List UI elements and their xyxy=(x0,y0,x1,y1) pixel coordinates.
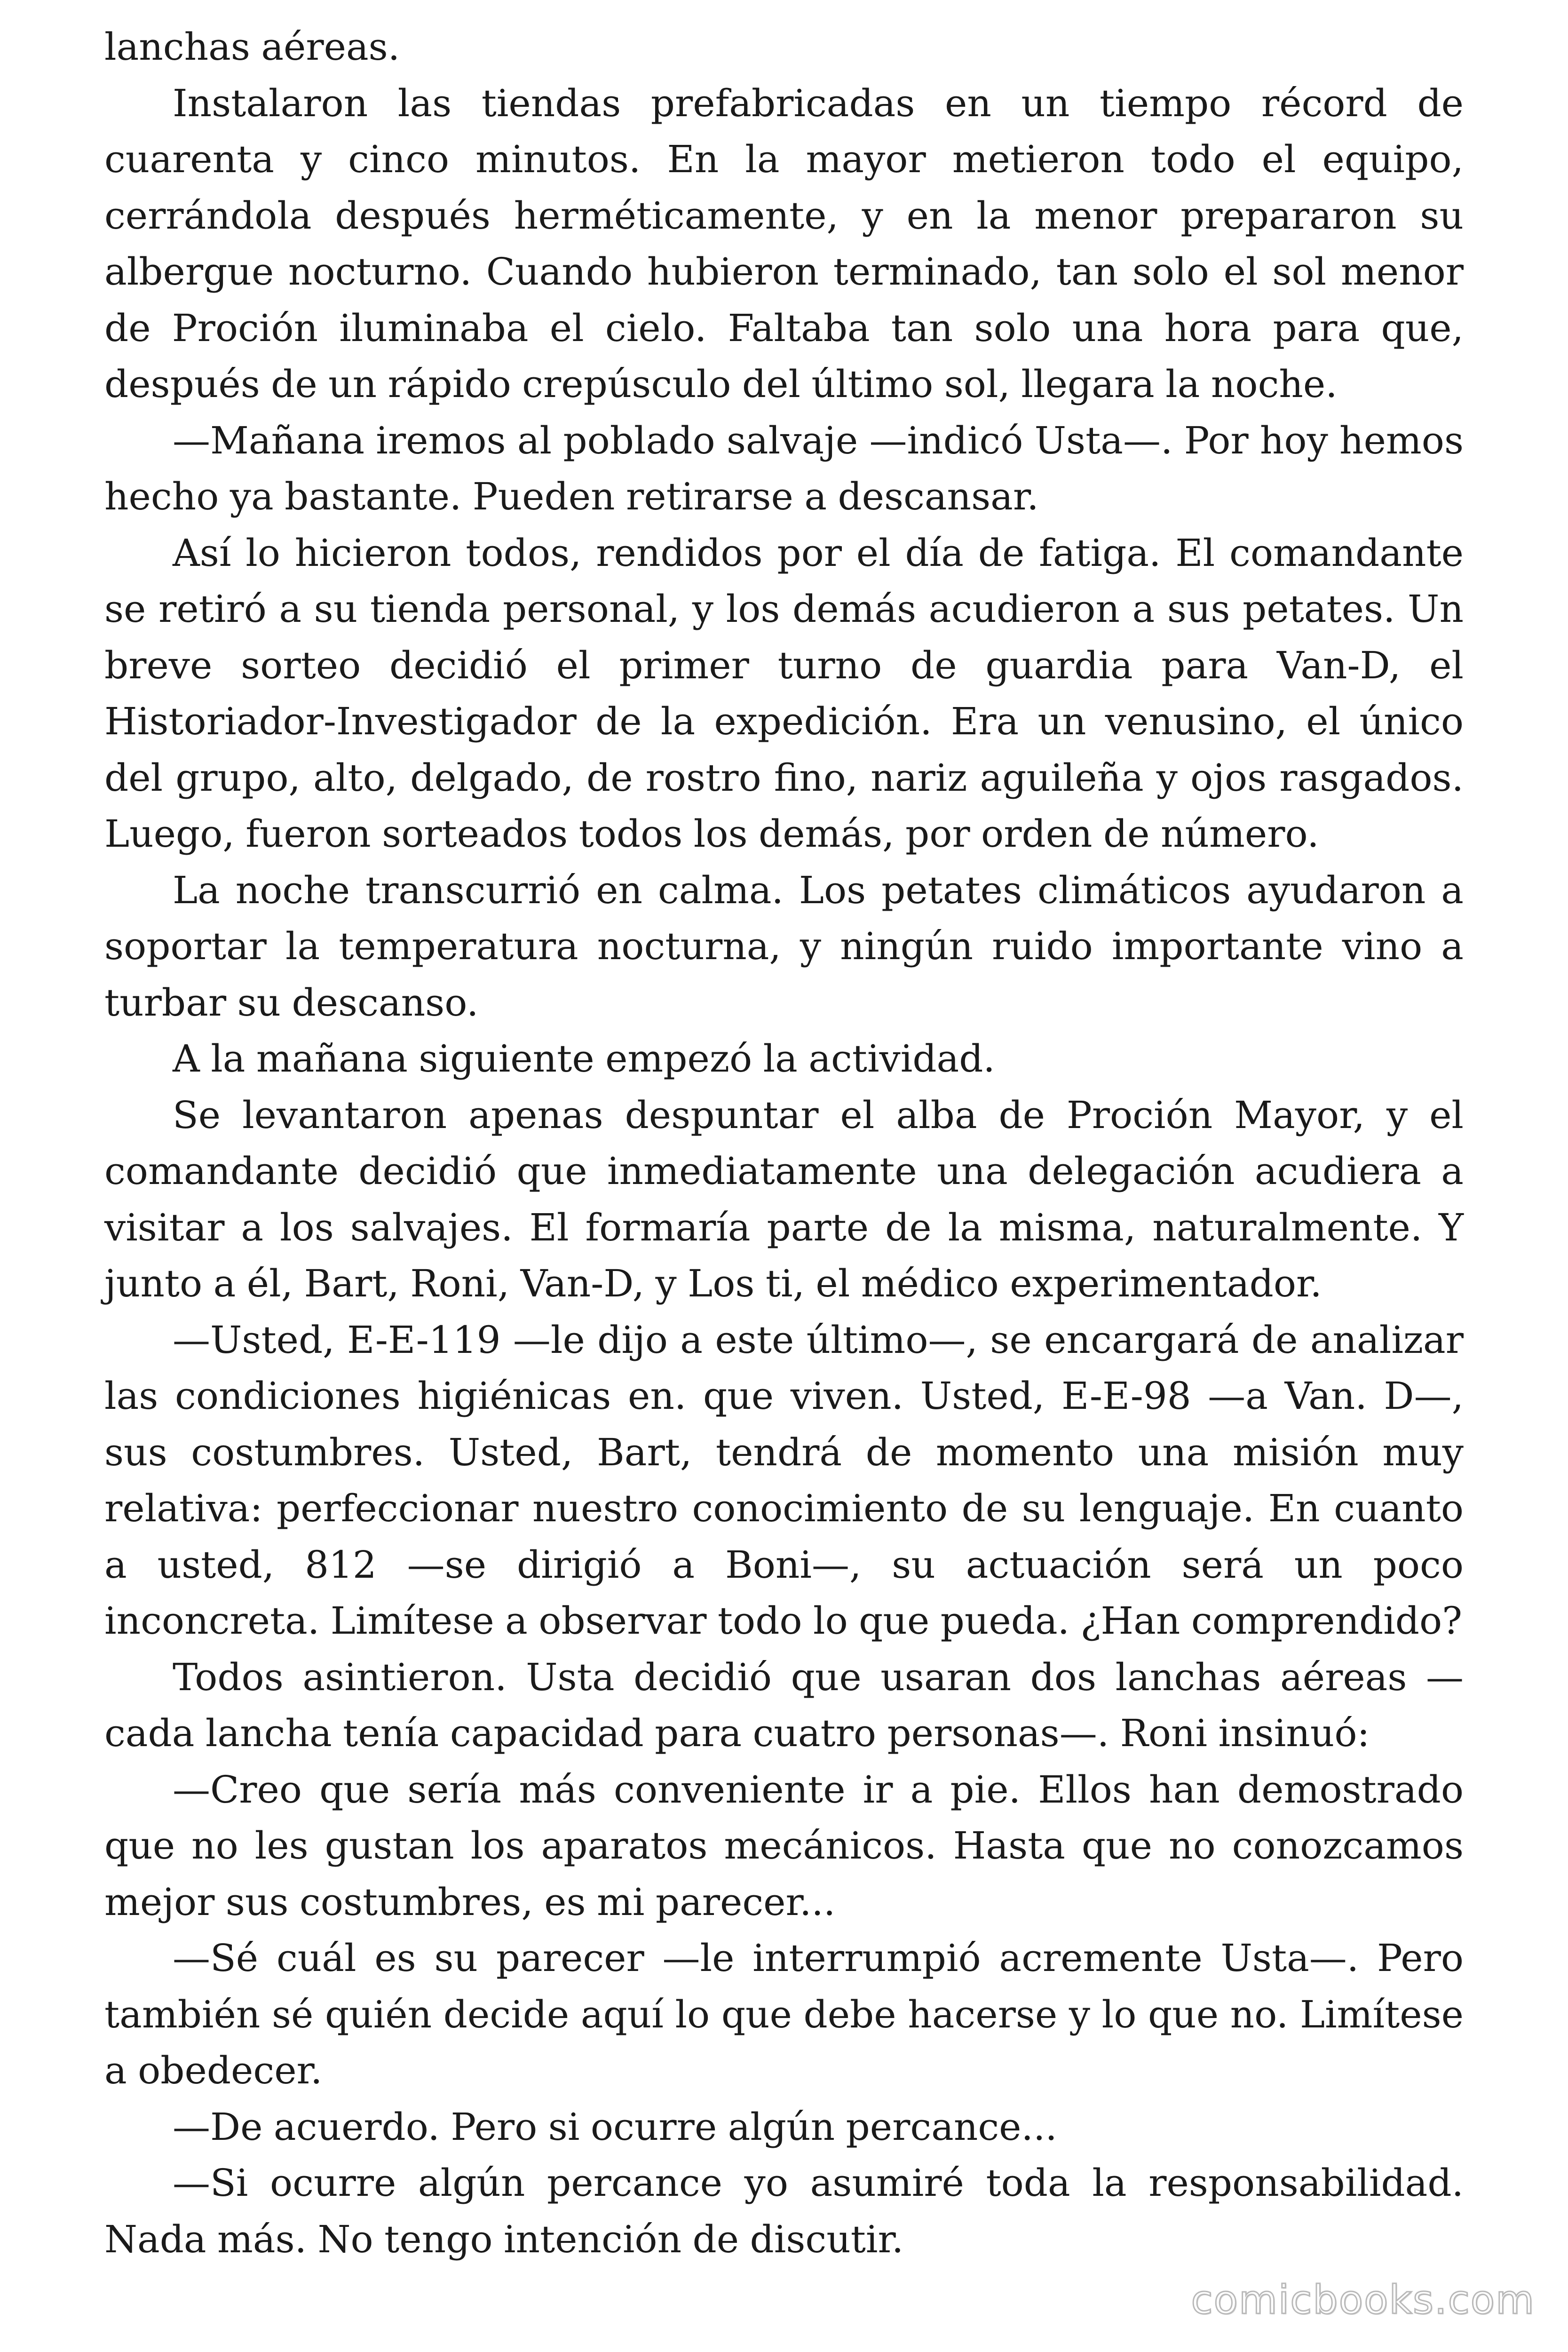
paragraph-dialogue: —Usted, E-E-119 —le dijo a este último—, se encargará de analizar las condiciones higiénicas en. que viven. Usted, E-E-98 —a Van. D—, sus costumbres. Usted, Bart, tendrá de momento una misión muy relativa: perfeccionar nuestro conocimiento de su lenguaje. En cuanto a usted, 812 —se dirigió a Boni—, su actuación será un poco inconcreta. Limítese a observar todo lo que pueda. ¿Han comprendido? xyxy=(104,1318,1464,1643)
paragraph: Así lo hicieron todos, rendidos por el día de fatiga. El comandante se retiró a su tienda personal, y los demás acudieron a sus petates. Un breve sorteo decidió el primer turno de guardia para Van-D, el Historiador-Investigador de la expedición. Era un venusino, el único del grupo, alto, delgado, de rostro fino, nariz aguileña y ojos rasgados. Luego, fueron sorteados todos los demás, por orden de número. xyxy=(104,531,1464,856)
paragraph-dialogue: —Creo que sería más conveniente ir a pie. Ellos han demostrado que no les gustan los aparatos mecánicos. Hasta que no conozcamos mejor sus costumbres, es mi parecer... xyxy=(104,1767,1464,1924)
book-page xyxy=(104,19,1464,2267)
paragraph-continuation: lanchas aéreas. xyxy=(104,25,400,69)
paragraph-dialogue: —De acuerdo. Pero si ocurre algún percance... xyxy=(173,2105,1057,2149)
paragraph-dialogue: —Mañana iremos al poblado salvaje —indicó Usta—. Por hoy hemos hecho ya bastante. Pueden retirarse a descansar. xyxy=(104,418,1464,518)
paragraph: Todos asintieron. Usta decidió que usaran dos lanchas aéreas —cada lancha tenía capacidad para cuatro personas—. Roni insinuó: xyxy=(104,1655,1464,1755)
watermark: comicbooks.com xyxy=(1191,2277,1535,2323)
paragraph: La noche transcurrió en calma. Los petates climáticos ayudaron a soportar la temperatura nocturna, y ningún ruido importante vino a turbar su descanso. xyxy=(104,868,1464,1025)
paragraph: A la mañana siguiente empezó la actividad. xyxy=(173,1037,995,1081)
paragraph-dialogue: —Sé cuál es su parecer —le interrumpió acremente Usta—. Pero también sé quién decide aquí lo que debe hacerse y lo que no. Limítese a obedecer. xyxy=(104,1936,1464,2092)
paragraph: Instalaron las tiendas prefabricadas en un tiempo récord de cuarenta y cinco minutos. En la mayor metieron todo el equipo, cerrándola después herméticamente, y en la menor prepararon su albergue nocturno. Cuando hubieron terminado, tan solo el sol menor de Proción iluminaba el cielo. Faltaba tan solo una hora para que, después de un rápido crepúsculo del último sol, llegara la noche. xyxy=(104,81,1464,406)
paragraph: Se levantaron apenas despuntar el alba de Proción Mayor, y el comandante decidió que inmediatamente una delegación acudiera a visitar a los salvajes. El formaría parte de la misma, naturalmente. Y junto a él, Bart, Roni, Van-D, y Los ti, el médico experimentador. xyxy=(104,1093,1464,1305)
paragraph-dialogue: —Si ocurre algún percance yo asumiré toda la responsabilidad. Nada más. No tengo intención de discutir. xyxy=(104,2161,1464,2261)
